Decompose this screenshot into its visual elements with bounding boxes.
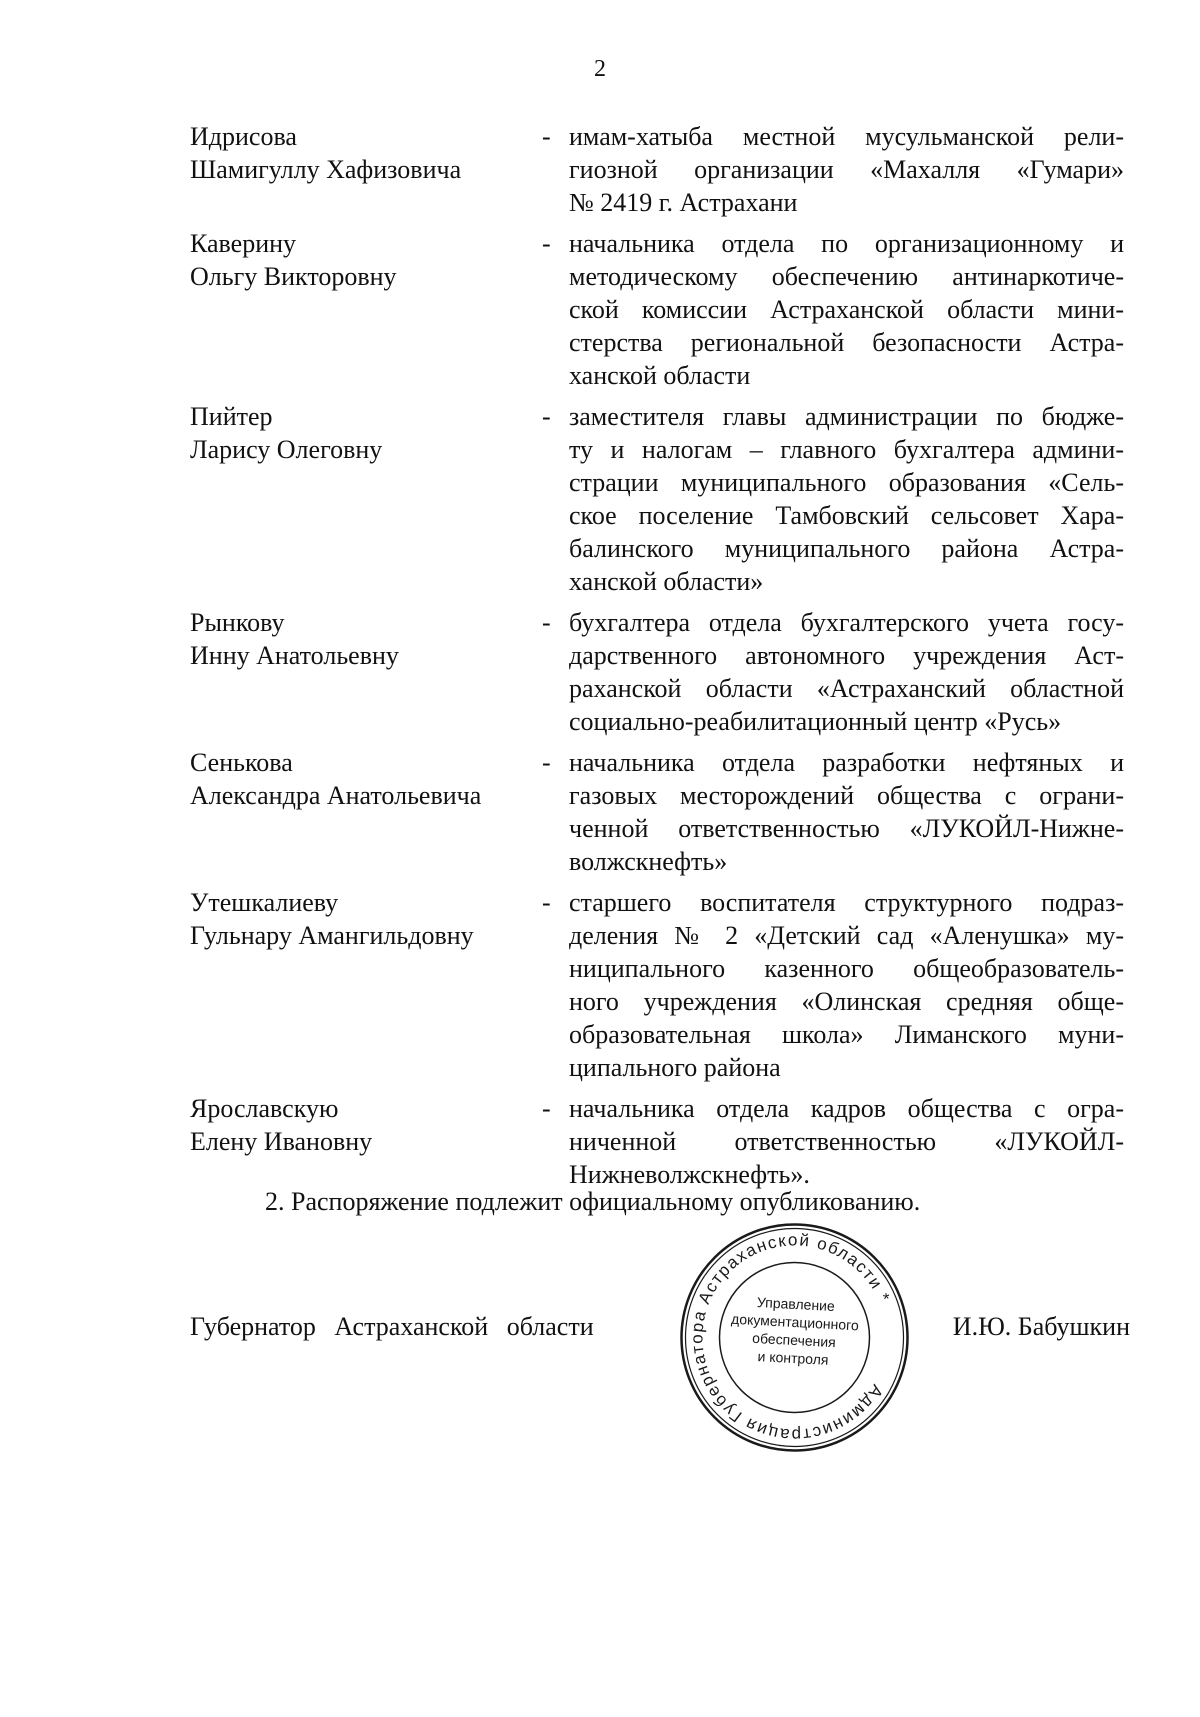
seal-center-line: Управление — [756, 1294, 836, 1315]
appointee-entry — [190, 400, 1130, 606]
appointee-position-line: старшего воспитателя структурного подраз- — [569, 888, 1124, 917]
appointee-name-line: Утешкалиеву — [190, 888, 339, 917]
seal-ring-text: Администрация Губернатора Астраханской области * — [687, 1230, 895, 1445]
page-number: 2 — [594, 56, 606, 82]
appointee-position-line: ское поселение Тамбовский сельсовет Хара- — [569, 501, 1124, 530]
appointee-entry — [190, 746, 1130, 886]
appointee-position-line: заместителя главы администрации по бюдже- — [569, 402, 1124, 431]
appointee-name-line: Александра Анатольевича — [190, 781, 482, 810]
appointee-entry — [190, 886, 1130, 1092]
appointee-name-line: Ларису Олеговну — [190, 435, 383, 464]
appointee-position-line: ниченной ответственностью «ЛУКОЙЛ- — [569, 1127, 1124, 1156]
seal-center-line: документационного — [730, 1310, 860, 1334]
entry-dash: - — [542, 888, 551, 917]
appointee-position-line: начальника отдела кадров общества с огра- — [569, 1094, 1124, 1123]
appointee-position — [569, 606, 1124, 738]
appointee-position — [569, 120, 1124, 219]
appointee-name — [190, 746, 520, 812]
appointee-position-line: бухгалтера отдела бухгалтерского учета госу- — [569, 608, 1124, 637]
appointee-position-line: № 2419 г. Астрахани — [569, 188, 798, 217]
appointee-name-line: Пийтер — [190, 402, 273, 431]
official-seal — [677, 1220, 912, 1455]
appointee-position-line: методическому обеспечению антинаркотиче- — [569, 262, 1124, 291]
appointee-entry — [190, 120, 1130, 227]
appointee-position-line: ченной ответственностью «ЛУКОЙЛ-Нижне- — [569, 814, 1124, 843]
appointee-position-line: образовательная школа» Лиманского муни- — [569, 1020, 1124, 1049]
appointee-position-line: имам-хатыба местной мусульманской рели- — [569, 122, 1124, 151]
publication-clause: 2. Распоряжение подлежит официальному опубликованию. — [265, 1187, 921, 1216]
appointee-position-line: ципального района — [569, 1053, 781, 1082]
appointee-position — [569, 400, 1124, 598]
appointee-position-line: раханской области «Астраханский областной — [569, 674, 1124, 703]
appointee-position-line: ханской области» — [569, 567, 764, 596]
appointee-name — [190, 1092, 520, 1158]
appointee-position-line: волжскнефть» — [569, 847, 728, 876]
appointee-entry — [190, 227, 1130, 400]
appointee-position — [569, 1092, 1124, 1191]
appointee-position-line: социально-реабилитационный центр «Русь» — [569, 707, 1062, 736]
appointee-position-line: ту и налогам – главного бухгалтера админи- — [569, 435, 1124, 464]
appointee-name-line: Шамигуллу Хафизовича — [190, 155, 462, 184]
appointee-position-line: балинского муниципального района Астра- — [569, 534, 1124, 563]
entry-dash: - — [542, 748, 551, 777]
appointee-name-line: Гульнару Амангильдовну — [190, 921, 474, 950]
appointee-entry — [190, 1092, 1130, 1199]
appointee-position-line: гиозной организации «Махалля «Гумари» — [569, 155, 1124, 184]
appointee-position-line: дарственного автономного учреждения Аст- — [569, 641, 1124, 670]
appointee-name-line: Елену Ивановну — [190, 1127, 373, 1156]
entry-dash: - — [542, 229, 551, 258]
appointee-position-line: начальника отдела по организационному и — [569, 229, 1124, 258]
entry-dash: - — [542, 608, 551, 637]
entry-dash: - — [542, 122, 551, 151]
appointee-position-line: ного учреждения «Олинская средняя обще- — [569, 987, 1124, 1016]
appointee-name-line: Каверину — [190, 229, 297, 258]
appointee-position — [569, 746, 1124, 878]
appointee-name-line: Ярославскую — [190, 1094, 339, 1123]
appointee-position-line: ханской области — [569, 361, 751, 390]
appointee-name — [190, 227, 520, 293]
appointee-name-line: Идрисова — [190, 122, 297, 151]
signer-name: И.Ю. Бабушкин — [952, 1312, 1130, 1341]
appointee-entry — [190, 606, 1130, 746]
appointee-position — [569, 227, 1124, 392]
seal-center-text — [725, 1292, 864, 1371]
seal-center-line: и контроля — [757, 1348, 829, 1368]
signature-block — [190, 1310, 1130, 1350]
entry-dash: - — [542, 1094, 551, 1123]
appointee-name-line: Сенькова — [190, 748, 293, 777]
appointees-list — [190, 120, 1130, 1199]
appointee-name — [190, 120, 520, 186]
appointee-position-line: начальника отдела разработки нефтяных и — [569, 748, 1124, 777]
appointee-name — [190, 400, 520, 466]
appointee-position — [569, 886, 1124, 1084]
appointee-name-line: Рынкову — [190, 608, 285, 637]
appointee-position-line: газовых месторождений общества с ограни- — [569, 781, 1124, 810]
appointee-position-line: стерства региональной безопасности Астра- — [569, 328, 1124, 357]
entry-dash: - — [542, 402, 551, 431]
appointee-position-line: деления № 2 «Детский сад «Аленушка» му- — [569, 921, 1124, 950]
appointee-position-line: Нижневолжскнефть». — [569, 1160, 810, 1189]
appointee-position-line: страции муниципального образования «Сель- — [569, 468, 1124, 497]
signer-title: Губернатор Астраханской области — [190, 1312, 594, 1341]
appointee-position-line: ниципального казенного общеобразователь- — [569, 954, 1124, 983]
appointee-name — [190, 606, 520, 672]
appointee-name-line: Ольгу Викторовну — [190, 262, 397, 291]
appointee-name-line: Инну Анатольевну — [190, 641, 399, 670]
appointee-position-line: ской комиссии Астраханской области мини- — [569, 295, 1124, 324]
appointee-name — [190, 886, 520, 952]
seal-center-line: обеспечения — [751, 1329, 837, 1351]
